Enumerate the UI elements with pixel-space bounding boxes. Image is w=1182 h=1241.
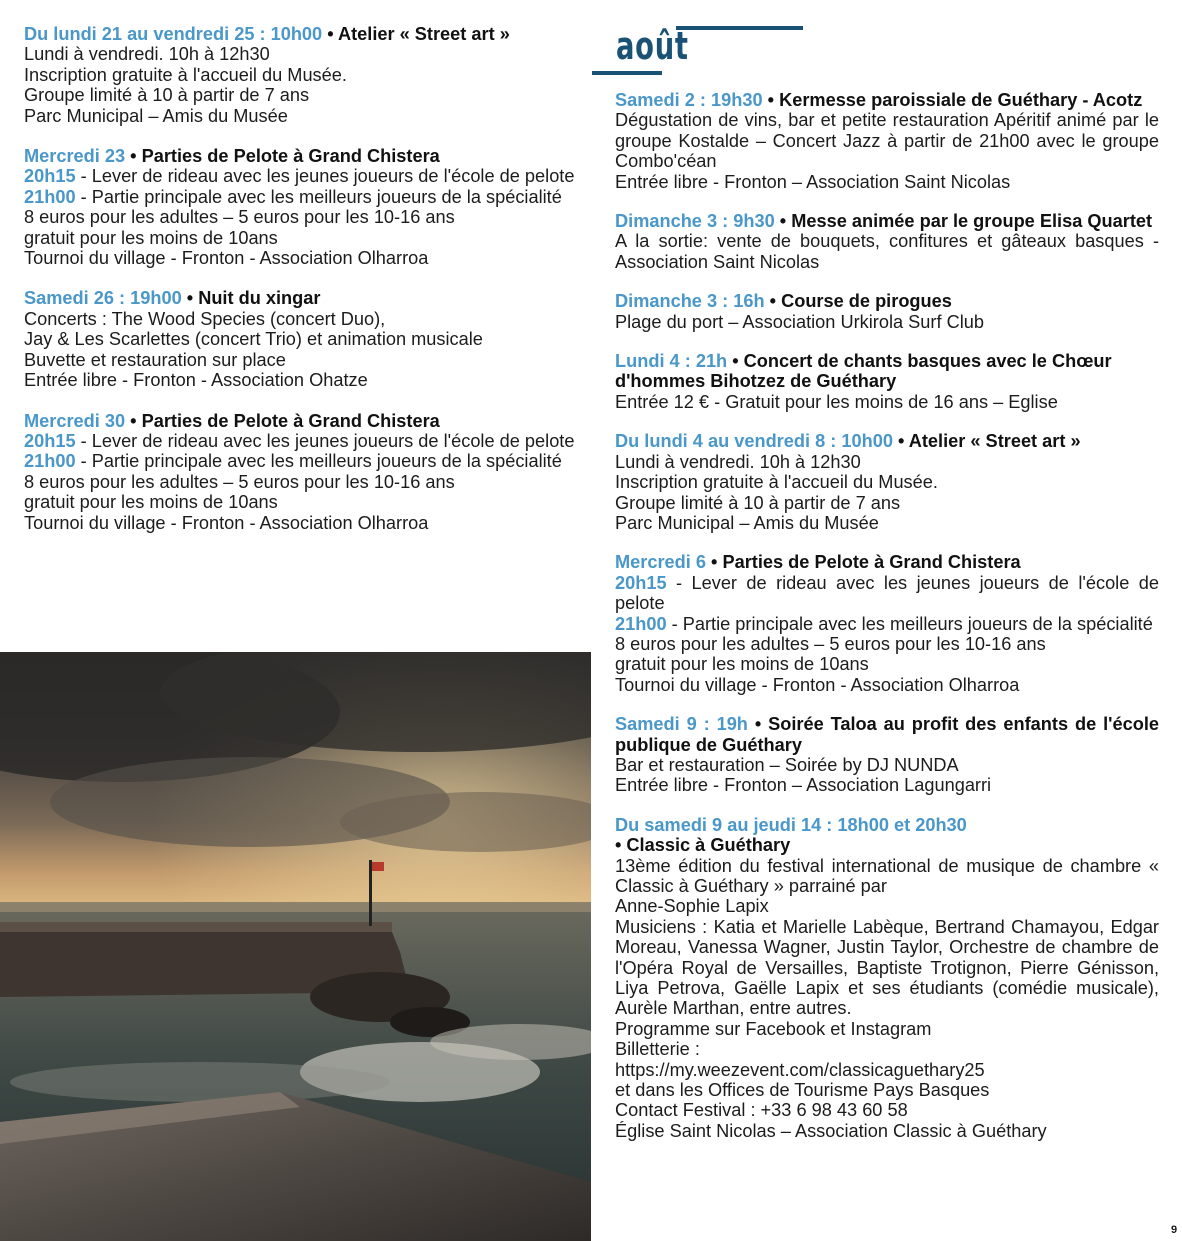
event-time: 21h00: [24, 186, 76, 207]
event-title: • Parties de Pelote à Grand Chistera: [705, 552, 1021, 573]
event-title: • Parties de Pelote à Grand Chistera: [125, 146, 440, 167]
event-classic-guethary: [615, 815, 1159, 1142]
event-text: - Lever de rideau avec les jeunes joueurs de l'école de pelote: [75, 430, 575, 451]
event-date: Mercredi 23: [24, 146, 126, 167]
left-column: [24, 24, 576, 553]
event-title: • Soirée Taloa au profit des enfants de l'école publique de Guéthary: [615, 714, 1159, 755]
event-line: Tournoi du village - Fronton - Association Olharroa: [615, 674, 1020, 695]
event-line: Entrée 12 € - Gratuit pour les moins de 16 ans – Eglise: [615, 391, 1058, 412]
event-line: Entrée libre - Fronton – Association Lagungarri: [615, 775, 992, 796]
event-date: Lundi 4 : 21h: [615, 351, 728, 372]
event-title: • Atelier « Street art »: [322, 24, 510, 44]
right-column: [615, 90, 1159, 1160]
event-soiree-taloa: [615, 714, 1159, 796]
event-line: gratuit pour les moins de 10ans: [615, 654, 869, 675]
month-title: août: [616, 24, 689, 68]
event-line: Concerts : The Wood Species (concert Duo),: [24, 308, 386, 329]
event-title: • Concert de chants basques avec le Chœur d'hommes Bihotzez de Guéthary: [615, 351, 1112, 392]
event-text: - Lever de rideau avec les jeunes joueurs de l'école de pelote: [75, 166, 575, 187]
event-title: • Kermesse paroissiale de Guéthary - Acotz: [762, 90, 1143, 110]
event-pelote-6: [615, 552, 1159, 695]
event-date: Dimanche 3 : 9h30: [615, 211, 775, 232]
event-line: Plage du port – Association Urkirola Surf Club: [615, 311, 984, 332]
event-line: Jay & Les Scarlettes (concert Trio) et animation musicale: [24, 329, 483, 350]
event-body: A la sortie: vente de bouquets, confitures et gâteaux basques - Association Saint Nicolas: [615, 231, 1159, 272]
event-line: Tournoi du village - Fronton - Association Olharroa: [24, 248, 429, 269]
event-chants-basques: [615, 351, 1159, 412]
event-title: • Nuit du xingar: [181, 288, 321, 309]
event-line: 8 euros pour les adultes – 5 euros pour les 10-16 ans: [24, 471, 455, 492]
header-rule-bottom: [592, 71, 662, 75]
seascape-photo: [0, 652, 591, 1241]
event-line: Bar et restauration – Soirée by DJ NUNDA: [615, 754, 959, 775]
event-line: 8 euros pour les adultes – 5 euros pour les 10-16 ans: [615, 633, 1046, 654]
event-line: Lundi à vendredi. 10h à 12h30: [24, 44, 270, 65]
ticket-link: https://my.weezevent.com/classicaguethary25: [615, 1059, 985, 1080]
event-line: Entrée libre - Fronton – Association Saint Nicolas: [615, 171, 1011, 192]
event-title: • Parties de Pelote à Grand Chistera: [125, 410, 440, 431]
event-line: Église Saint Nicolas – Association Classic à Guéthary: [615, 1120, 1047, 1141]
event-line: Anne-Sophie Lapix: [615, 896, 769, 917]
event-text: - Partie principale avec les meilleurs joueurs de la spécialité: [75, 451, 562, 472]
event-date: Du lundi 21 au vendredi 25 : 10h00: [24, 24, 323, 44]
header-rule-top: [676, 26, 803, 30]
event-date: Samedi 9 : 19h: [615, 714, 748, 735]
event-line: Contact Festival : +33 6 98 43 60 58: [615, 1100, 908, 1121]
event-date: Samedi 2 : 19h30: [615, 90, 763, 110]
event-line: Programme sur Facebook et Instagram: [615, 1018, 932, 1039]
event-line: Groupe limité à 10 à partir de 7 ans: [615, 492, 901, 513]
event-time: 20h15: [615, 572, 667, 593]
event-street-art-august: [615, 431, 1159, 533]
event-title: • Messe animée par le groupe Elisa Quartet: [774, 211, 1153, 232]
event-time: 21h00: [615, 613, 667, 634]
event-nuit-xingar: [24, 288, 576, 390]
event-time: 20h15: [24, 166, 76, 187]
event-text: - Partie principale avec les meilleurs joueurs de la spécialité: [75, 186, 562, 207]
event-line: Parc Municipal – Amis du Musée: [24, 105, 288, 126]
event-line: Entrée libre - Fronton - Association Ohatze: [24, 370, 368, 391]
event-pelote-30: [24, 411, 576, 533]
event-line: Billetterie :: [615, 1039, 700, 1060]
event-line: gratuit pour les moins de 10ans: [24, 492, 278, 513]
event-line: Inscription gratuite à l'accueil du Musée.: [24, 64, 347, 85]
event-date: Mercredi 6: [615, 552, 706, 573]
event-line: et dans les Offices de Tourisme Pays Basques: [615, 1080, 990, 1101]
event-date: Dimanche 3 : 16h: [615, 291, 765, 312]
month-header: [592, 20, 807, 82]
event-title: • Atelier « Street art »: [892, 431, 1081, 452]
event-line: Groupe limité à 10 à partir de 7 ans: [24, 85, 310, 106]
event-date: Du samedi 9 au jeudi 14 : 18h00 et 20h30: [615, 814, 967, 835]
event-pirogues: [615, 291, 1159, 332]
event-date: Du lundi 4 au vendredi 8 : 10h00: [615, 431, 893, 452]
event-date: Mercredi 30: [24, 410, 126, 431]
event-title: • Classic à Guéthary: [615, 835, 791, 856]
jetty-sunset-image: [0, 652, 591, 1241]
event-pelote-23: [24, 146, 576, 268]
event-line: Buvette et restauration sur place: [24, 349, 286, 370]
event-time: 21h00: [24, 451, 76, 472]
event-body: Dégustation de vins, bar et petite restauration Apéritif animé par le groupe Kostalde – Concert Jazz à partir de 21h00 avec le groupe Combo'céan: [615, 110, 1159, 172]
event-line: 8 euros pour les adultes – 5 euros pour les 10-16 ans: [24, 207, 455, 228]
page-number: 9: [1171, 1224, 1178, 1236]
event-line: Inscription gratuite à l'accueil du Musée.: [615, 472, 938, 493]
event-line: Parc Municipal – Amis du Musée: [615, 512, 879, 533]
event-street-art-july: [24, 24, 576, 126]
event-text: - Lever de rideau avec les jeunes joueurs de l'école de pelote: [615, 572, 1159, 614]
event-date: Samedi 26 : 19h00: [24, 288, 182, 309]
event-line: gratuit pour les moins de 10ans: [24, 227, 278, 248]
event-line: Tournoi du village - Fronton - Association Olharroa: [24, 512, 429, 533]
event-kermesse: [615, 90, 1159, 192]
event-title: • Course de pirogues: [764, 291, 952, 312]
event-time: 20h15: [24, 430, 76, 451]
event-messe: [615, 211, 1159, 272]
event-text: - Partie principale avec les meilleurs joueurs de la spécialité: [666, 613, 1153, 634]
event-line: Lundi à vendredi. 10h à 12h30: [615, 451, 861, 472]
event-body: 13ème édition du festival international de musique de chambre « Classic à Guéthary » parrainé par: [615, 855, 1159, 896]
event-body: Musiciens : Katia et Marielle Labèque, Bertrand Chamayou, Edgar Moreau, Vanessa Wagner, Justin Taylor, Orchestre de chambre de l'Opéra Royal de Versailles, Baptiste Trotignon, Pierre Génisson, Liya Petrova, Gaëlle Lapix et ses étudiants (comédie musicale), Aurèle Marthan, entre autres.: [615, 916, 1159, 1019]
